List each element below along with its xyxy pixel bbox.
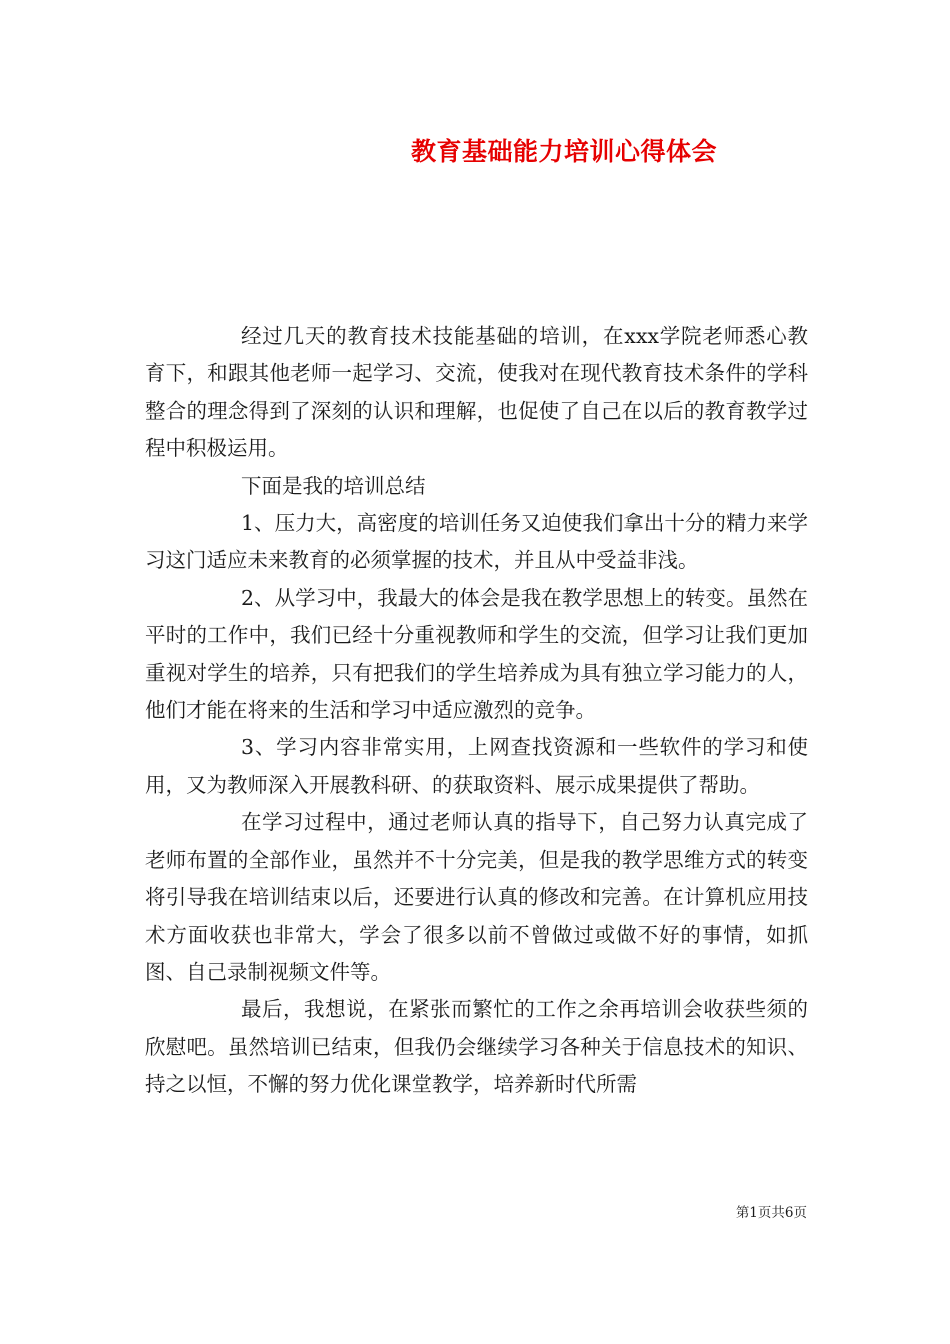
paragraph-point-3: 3、学习内容非常实用，上网查找资源和一些软件的学习和使用，又为教师深入开展教科研、的获取资料、展示成果提供了帮助。 [145,735,808,797]
paragraph-summary-heading: 下面是我的培训总结 [241,473,426,498]
paragraph-process: 在学习过程中，通过老师认真的指导下，自己努力认真完成了老师布置的全部作业，虽然并不十分完美，但是我的教学思维方式的转变将引导我在培训结束以后，还要进行认真的修改和完善。在计算机应用技术方面收获也非常大，学会了很多以前不曾做过或做不好的事情，如抓图、自己录制视频文件等。 [145,810,808,984]
paragraph-point-2: 2、从学习中，我最大的体会是我在教学思想上的转变。虽然在平时的工作中，我们已经十分重视教师和学生的交流，但学习让我们更加重视对学生的培养，只有把我们的学生培养成为具有独立学习能力的人，他们才能在将来的生活和学习中适应激烈的竞争。 [145,585,808,723]
document-body [145,318,808,1104]
paragraph-point-1: 1、压力大，高密度的培训任务又迫使我们拿出十分的精力来学习这门适应未来教育的必须掌握的技术，并且从中受益非浅。 [145,511,808,573]
paragraph-conclusion: 最后，我想说，在紧张而繁忙的工作之余再培训会收获些须的欣慰吧。虽然培训已结束，但我仍会继续学习各种关于信息技术的知识、持之以恒，不懈的努力优化课堂教学，培养新时代所需 [145,997,808,1097]
document-title: 教育基础能力培训心得体会 [410,137,717,166]
paragraph-intro: 经过几天的教育技术技能基础的培训，在xxx学院老师悉心教育下，和跟其他老师一起学习、交流，使我对在现代教育技术条件的学科整合的理念得到了深刻的认识和理解，也促使了自己在以后的教育教学过程中积极运用。 [145,324,808,461]
page-number-footer: 第1页共6页 [735,1205,807,1221]
